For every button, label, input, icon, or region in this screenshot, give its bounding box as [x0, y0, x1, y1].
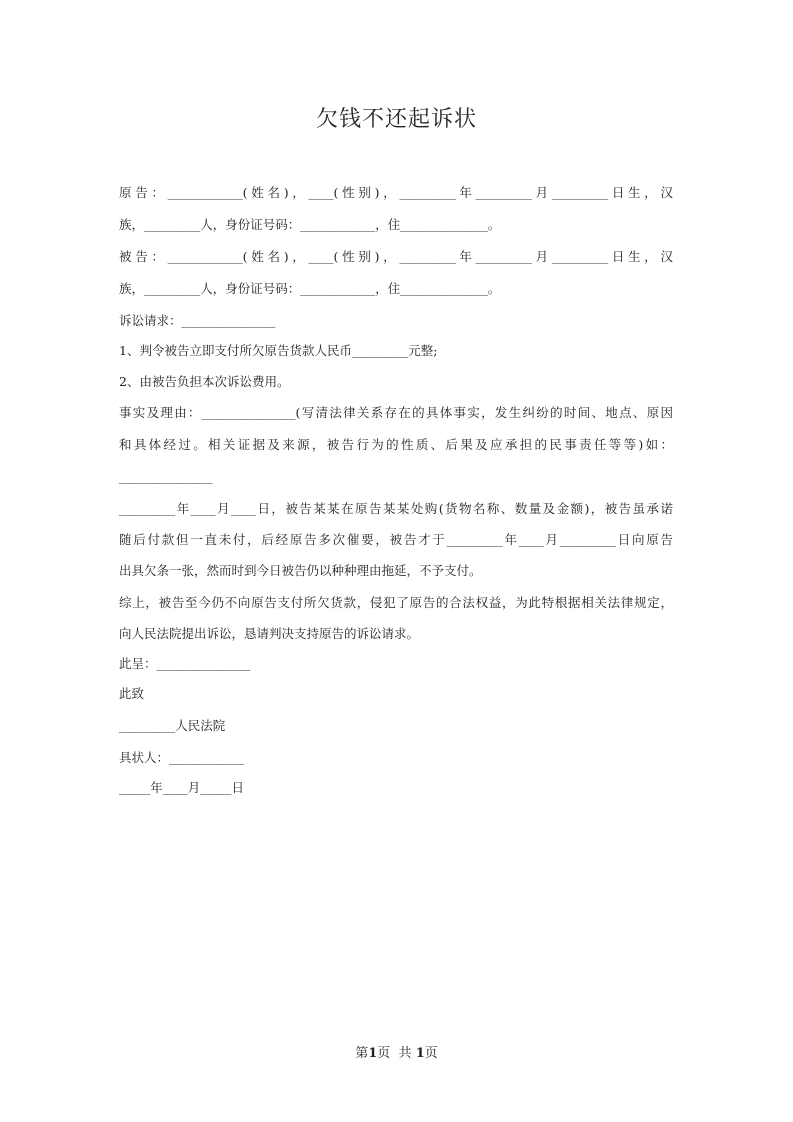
facts-blank: _______________ — [119, 469, 213, 484]
current-page: 1 — [368, 1046, 378, 1061]
document-title: 欠钱不还起诉状 — [315, 107, 477, 132]
plaintiff-signature: 具状人：____________ — [119, 750, 245, 765]
plaintiff-line-2: 族，_________人，身份证号码：____________，住______________。 — [119, 217, 501, 232]
facts-line-3: _________年____月____日，被告某某在原告某某处购(货物名称、数量及金额)，被告虽承诺 — [119, 501, 673, 516]
facts-line-4: 随后付款但一直未付，后经原告多次催要，被告才于_________年____月_________日向原告 — [119, 532, 673, 547]
page-footer — [0, 1042, 793, 1061]
claim-2: 2、由被告负担本次诉讼费用。 — [119, 374, 290, 389]
facts-line-5: 出具欠条一张，然而时到今日被告仍以种种理由拖延，不予支付。 — [119, 563, 482, 578]
claim-1: 1、判令被告立即支付所欠原告货款人民币_________元整; — [119, 343, 438, 358]
summary-line-2: 向人民法院提出诉讼，恳请判决支持原告的诉讼请求。 — [119, 626, 420, 641]
court-name: _________人民法院 — [119, 718, 226, 733]
submitted-to: 此呈：_______________ — [119, 656, 251, 671]
salutation: 此致 — [119, 686, 145, 701]
facts-line-1: 事实及理由：_______________(写清法律关系存在的具体事实，发生纠纷的时间、地点、原因 — [119, 405, 673, 420]
footer-mid: 页 共 — [377, 1046, 412, 1061]
signature-date: _____年____月_____日 — [119, 780, 245, 795]
summary-line-1: 综上，被告至今仍不向原告支付所欠货款，侵犯了原告的合法权益，为此特根据相关法律规定， — [119, 595, 673, 610]
footer-prefix: 第 — [355, 1046, 369, 1061]
facts-line-2: 和具体经过。相关证据及来源，被告行为的性质、后果及应承担的民事责任等等)如： — [119, 437, 673, 452]
defendant-line-1: 被告：____________(姓名)，____(性别)，_________年_________月_________日生，汉 — [119, 249, 673, 264]
footer-suffix: 页 — [424, 1046, 438, 1061]
defendant-line-2: 族，_________人，身份证号码：____________，住______________。 — [119, 281, 501, 296]
total-pages: 1 — [415, 1046, 425, 1061]
plaintiff-line-1: 原告：____________(姓名)，____(性别)，_________年_________月_________日生，汉 — [119, 185, 673, 200]
claims-heading: 诉讼请求：_______________ — [119, 313, 276, 328]
